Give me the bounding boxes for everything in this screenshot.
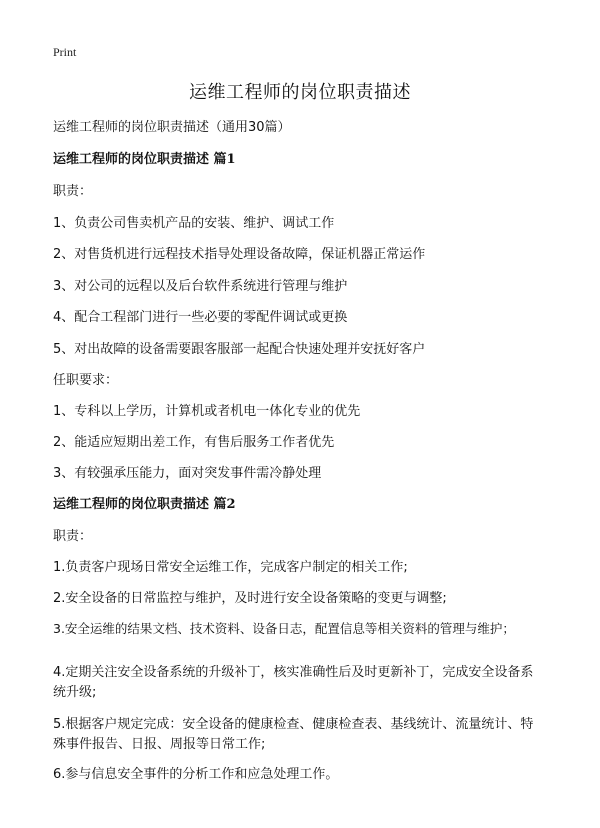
list-item: 3、对公司的远程以及后台软件系统进行管理与维护 (53, 279, 348, 294)
list-item: 5.根据客户规定完成：安全设备的健康检查、健康检查表、基线统计、流量统计、特殊事件报告、日报、周报等日常工作; (53, 717, 534, 752)
list-item: 6.参与信息安全事件的分析工作和应急处理工作。 (53, 767, 339, 782)
list-item: 2.安全设备的日常监控与维护，及时进行安全设备策略的变更与调整; (53, 591, 447, 606)
list-item: 4.定期关注安全设备系统的升级补丁，核实准确性后及时更新补丁，完成安全设备系统升级; (53, 665, 534, 700)
list-item: 3、有较强承压能力，面对突发事件需冷静处理 (53, 466, 322, 481)
section1-requirements-label: 任职要求： (53, 373, 119, 388)
list-item: 5、对出故障的设备需要跟客服部一起配合快速处理并安抚好客户 (53, 342, 426, 357)
section-heading-2: 运维工程师的岗位职责描述 篇2 (53, 497, 236, 512)
list-item: 1.负责客户现场日常安全运维工作，完成客户制定的相关工作; (53, 560, 408, 575)
page-title: 运维工程师的岗位职责描述 (189, 82, 411, 103)
print-label: Print (53, 45, 77, 59)
list-item: 2、对售货机进行远程技术指导处理设备故障，保证机器正常运作 (53, 247, 426, 262)
section-heading-1: 运维工程师的岗位职责描述 篇1 (53, 152, 236, 167)
list-item: 2、能适应短期出差工作，有售后服务工作者优先 (53, 435, 335, 450)
list-item: 1、专科以上学历，计算机或者机电一体化专业的优先 (53, 404, 361, 419)
section1-duties-label: 职责： (53, 184, 93, 199)
list-item: 1、负责公司售卖机产品的安装、维护、调试工作 (53, 216, 335, 231)
list-item: 3.安全运维的结果文档、技术资料、设备日志，配置信息等相关资料的管理与维护； (53, 621, 515, 636)
section2-duties-label: 职责： (53, 529, 93, 544)
document-subtitle: 运维工程师的岗位职责描述（通用30篇） (53, 120, 291, 135)
list-item: 4、配合工程部门进行一些必要的零配件调试或更换 (53, 310, 348, 325)
